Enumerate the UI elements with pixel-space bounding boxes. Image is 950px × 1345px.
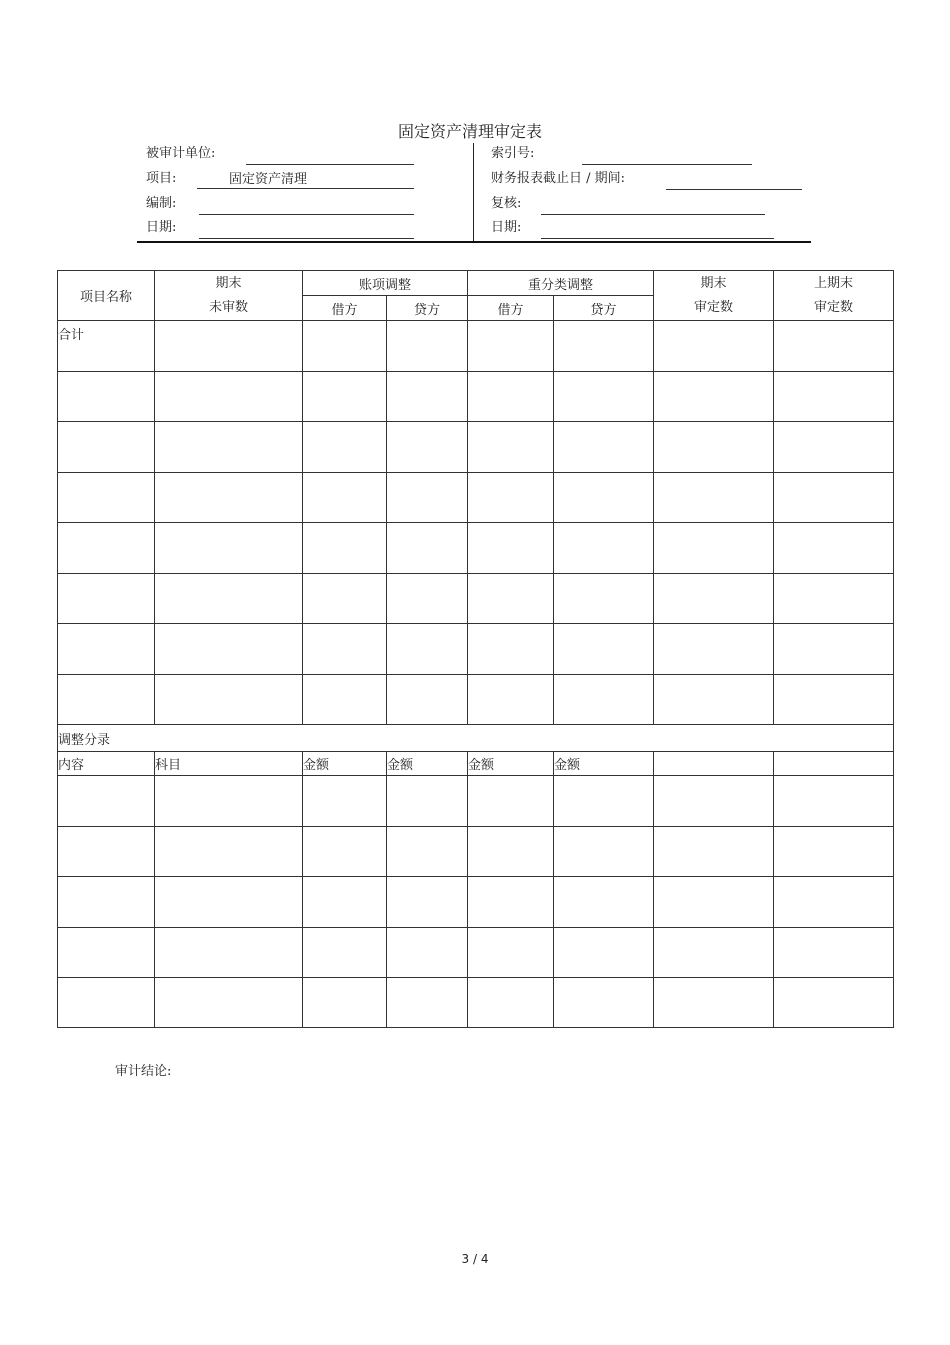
table-cell[interactable]	[654, 978, 774, 1028]
prepared-label: 编制:	[146, 196, 177, 211]
col-account-adjustment: 账项调整	[303, 271, 468, 296]
table-row	[58, 372, 894, 422]
col-end-audited-line2: 审定数	[694, 299, 734, 315]
table-cell[interactable]	[554, 827, 654, 877]
col-reclass-debit: 借方	[468, 296, 554, 321]
table-cell[interactable]	[155, 321, 303, 372]
table-cell[interactable]	[468, 624, 554, 675]
col-end-audited	[654, 271, 774, 321]
table-cell[interactable]	[155, 928, 303, 978]
col-account-credit: 贷方	[387, 296, 468, 321]
table-cell[interactable]	[387, 978, 468, 1028]
table-cell[interactable]	[654, 473, 774, 523]
sub-subject-label: 科目	[155, 752, 303, 776]
table-cell[interactable]	[468, 523, 554, 574]
table-cell[interactable]	[468, 827, 554, 877]
project-field[interactable]: 固定资产清理	[197, 171, 414, 189]
sub-amount-label: 金额	[468, 752, 554, 776]
table-cell[interactable]	[387, 473, 468, 523]
adjust-entries-row	[58, 725, 894, 752]
table-cell[interactable]	[654, 422, 774, 473]
table-cell[interactable]	[468, 574, 554, 624]
table-cell[interactable]	[58, 422, 155, 473]
table-cell[interactable]	[468, 928, 554, 978]
table-cell[interactable]	[387, 574, 468, 624]
table-cell[interactable]	[468, 422, 554, 473]
table-cell[interactable]	[387, 523, 468, 574]
table-cell[interactable]	[303, 776, 387, 827]
table-row	[58, 422, 894, 473]
table-cell[interactable]	[468, 372, 554, 422]
col-end-audited-line1: 期末	[700, 275, 727, 291]
table-cell[interactable]	[554, 473, 654, 523]
table-cell[interactable]	[554, 877, 654, 928]
table-cell[interactable]	[774, 877, 894, 928]
table-cell[interactable]	[654, 372, 774, 422]
project-label: 项目:	[146, 171, 177, 186]
table-row	[58, 523, 894, 574]
col-end-unaudited-line2: 未审数	[208, 299, 248, 315]
review-field[interactable]	[541, 196, 765, 215]
table-row	[58, 473, 894, 523]
table-header-row-1	[58, 271, 894, 296]
table-cell[interactable]	[554, 321, 654, 372]
table-cell[interactable]	[58, 372, 155, 422]
audit-table	[57, 270, 894, 1028]
audited-unit-label: 被审计单位:	[146, 146, 216, 161]
table-cell[interactable]	[774, 372, 894, 422]
table-cell[interactable]	[774, 675, 894, 725]
table-cell[interactable]	[58, 574, 155, 624]
table-cell[interactable]	[554, 928, 654, 978]
table-row	[58, 675, 894, 725]
header-bottom-rule	[137, 241, 811, 243]
table-cell[interactable]	[155, 978, 303, 1028]
table-cell[interactable]	[387, 372, 468, 422]
table-cell[interactable]	[303, 675, 387, 725]
table-cell[interactable]	[303, 928, 387, 978]
period-field[interactable]	[666, 171, 802, 190]
sub-amount-label: 金额	[554, 752, 654, 776]
table-cell[interactable]	[387, 422, 468, 473]
table-cell[interactable]	[554, 675, 654, 725]
table-cell[interactable]	[774, 321, 894, 372]
table-cell[interactable]	[654, 574, 774, 624]
table-cell[interactable]	[554, 776, 654, 827]
table-cell[interactable]	[774, 473, 894, 523]
table-cell[interactable]	[303, 574, 387, 624]
sub-content-label: 内容	[58, 752, 155, 776]
header-divider	[473, 143, 474, 242]
total-row	[58, 321, 894, 372]
table-cell[interactable]	[774, 776, 894, 827]
table-cell[interactable]	[303, 422, 387, 473]
table-cell[interactable]	[155, 574, 303, 624]
index-label: 索引号:	[491, 146, 535, 161]
table-cell[interactable]	[303, 624, 387, 675]
table-cell[interactable]	[654, 321, 774, 372]
table-cell[interactable]	[58, 827, 155, 877]
table-cell[interactable]	[155, 422, 303, 473]
table-row	[58, 574, 894, 624]
table-row	[58, 978, 894, 1028]
total-label: 合计	[58, 321, 155, 372]
table-cell[interactable]	[654, 877, 774, 928]
table-row	[58, 928, 894, 978]
table-cell[interactable]	[774, 422, 894, 473]
table-cell[interactable]	[58, 523, 155, 574]
table-cell[interactable]	[58, 675, 155, 725]
col-item-name: 项目名称	[58, 271, 155, 321]
table-cell[interactable]	[155, 523, 303, 574]
table-cell[interactable]	[774, 523, 894, 574]
table-cell[interactable]	[654, 523, 774, 574]
table-cell[interactable]	[58, 877, 155, 928]
table-cell[interactable]	[554, 523, 654, 574]
col-reclass-adjustment: 重分类调整	[468, 271, 654, 296]
table-cell[interactable]	[468, 877, 554, 928]
table-cell[interactable]	[303, 321, 387, 372]
table-cell[interactable]	[387, 624, 468, 675]
table-cell[interactable]	[155, 624, 303, 675]
audited-unit-field[interactable]	[246, 146, 414, 165]
index-field[interactable]	[582, 146, 752, 165]
table-cell[interactable]	[654, 827, 774, 877]
table-cell[interactable]	[774, 624, 894, 675]
table-row	[58, 776, 894, 827]
table-cell[interactable]	[303, 877, 387, 928]
table-cell[interactable]	[58, 978, 155, 1028]
table-cell[interactable]	[387, 928, 468, 978]
table-cell[interactable]	[58, 928, 155, 978]
table-cell[interactable]	[654, 675, 774, 725]
col-end-unaudited	[155, 271, 303, 321]
table-cell[interactable]	[654, 776, 774, 827]
table-cell[interactable]	[387, 776, 468, 827]
page-indicator: 3 / 4	[461, 1252, 489, 1266]
table-cell[interactable]	[468, 675, 554, 725]
table-cell[interactable]	[654, 624, 774, 675]
table-cell[interactable]	[155, 675, 303, 725]
table-cell[interactable]	[774, 978, 894, 1028]
period-label: 财务报表截止日 / 期间:	[491, 171, 626, 186]
table-cell[interactable]	[554, 574, 654, 624]
col-prev-audited	[774, 271, 894, 321]
table-cell[interactable]	[468, 473, 554, 523]
col-account-debit: 借方	[303, 296, 387, 321]
table-cell[interactable]	[654, 752, 774, 776]
table-cell[interactable]	[58, 624, 155, 675]
table-cell[interactable]	[554, 978, 654, 1028]
table-cell[interactable]	[155, 372, 303, 422]
table-cell[interactable]	[303, 372, 387, 422]
adjust-subheader-row	[58, 752, 894, 776]
table-cell[interactable]	[155, 776, 303, 827]
col-reclass-credit: 贷方	[554, 296, 654, 321]
date-label-right: 日期:	[491, 220, 522, 235]
sub-amount-label: 金额	[303, 752, 387, 776]
table-cell[interactable]	[155, 827, 303, 877]
page-title: 固定资产清理审定表	[397, 122, 542, 141]
audit-conclusion-label: 审计结论:	[115, 1064, 172, 1079]
date-field-left[interactable]	[199, 220, 414, 239]
table-cell[interactable]	[303, 978, 387, 1028]
table-cell[interactable]	[774, 928, 894, 978]
adjust-entries-label: 调整分录	[58, 725, 894, 752]
table-cell[interactable]	[303, 827, 387, 877]
col-prev-audited-line2: 审定数	[814, 299, 854, 315]
table-cell[interactable]	[468, 321, 554, 372]
table-cell[interactable]	[554, 422, 654, 473]
table-cell[interactable]	[654, 928, 774, 978]
table-cell[interactable]	[387, 321, 468, 372]
table-cell[interactable]	[554, 372, 654, 422]
table-cell[interactable]	[303, 523, 387, 574]
table-cell[interactable]	[468, 978, 554, 1028]
table-cell[interactable]	[58, 473, 155, 523]
table-cell[interactable]	[468, 776, 554, 827]
date-label-left: 日期:	[146, 220, 177, 235]
table-row	[58, 624, 894, 675]
table-cell[interactable]	[554, 624, 654, 675]
table-cell[interactable]	[58, 776, 155, 827]
table-cell[interactable]	[387, 877, 468, 928]
table-cell[interactable]	[774, 574, 894, 624]
review-label: 复核:	[491, 196, 522, 211]
table-row	[58, 827, 894, 877]
table-cell[interactable]	[387, 675, 468, 725]
prepared-field[interactable]	[199, 196, 414, 215]
table-row	[58, 877, 894, 928]
col-prev-audited-line1: 上期末	[814, 275, 854, 291]
sub-amount-label: 金额	[387, 752, 468, 776]
table-cell[interactable]	[774, 827, 894, 877]
table-cell[interactable]	[155, 473, 303, 523]
table-cell[interactable]	[774, 752, 894, 776]
date-field-right[interactable]	[541, 220, 774, 239]
table-cell[interactable]	[303, 473, 387, 523]
table-cell[interactable]	[387, 827, 468, 877]
table-cell[interactable]	[155, 877, 303, 928]
col-end-unaudited-line1: 期末	[215, 275, 242, 291]
